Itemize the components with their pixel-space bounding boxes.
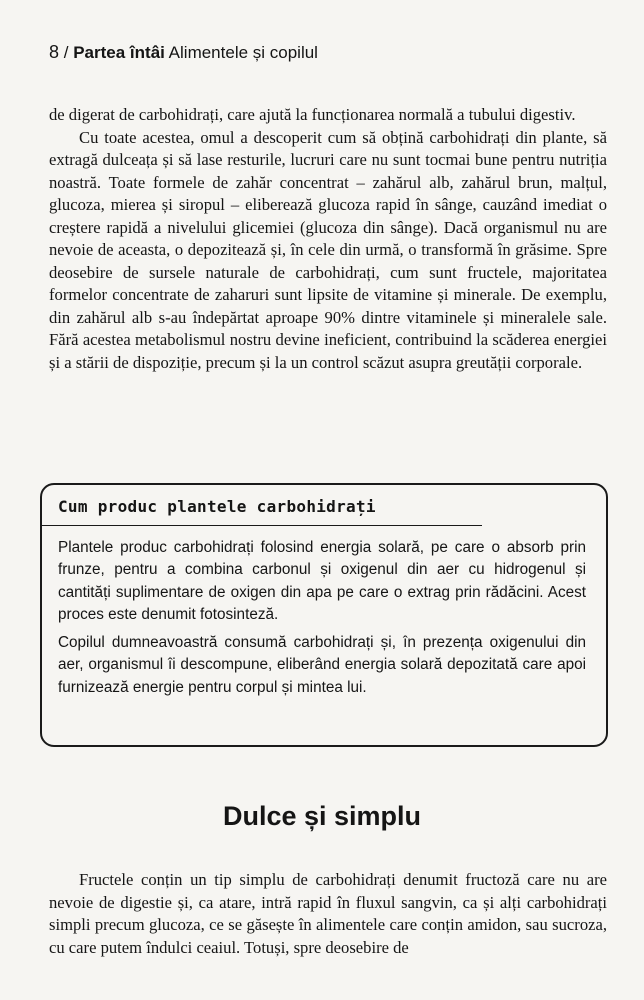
box-title: Cum produc plantele carbohidrați — [58, 497, 376, 516]
header-separator: / — [63, 43, 69, 62]
box-title-rule — [42, 525, 482, 526]
paragraph: Fructele conțin un tip simplu de carbohidrați denumit fructoză care nu are nevoie de digestie și, ca atare, intră rapid în fluxul sangvin, ca și alți carbohidrați simpli precum glucoza, ce se găsește în alimentele care conțin amidon, sau sucroza, cu care putem îndulci ceaiul. Totuși, spre deosebire de — [49, 870, 607, 957]
part-title: Partea întâi — [73, 43, 165, 62]
box-paragraph: Plantele produc carbohidrați folosind energia solară, pe care o absorb prin frunze, pentru a combina carbonul și oxigenul din aer cu hidrogenul și cantități suplimentare de oxigen din apa pe care o extrag prin rădăcini. Acest proces este denumit fotosinteză. — [58, 539, 586, 623]
sidebar-box — [40, 483, 608, 747]
box-body — [58, 537, 586, 705]
chapter-title: Alimentele și copilul — [168, 43, 318, 62]
section-heading: Dulce și simplu — [222, 801, 422, 831]
page-number: 8 — [49, 42, 60, 62]
box-paragraph: Copilul dumneavoastră consumă carbohidrați și, în prezența oxigenului din aer, organismul îi descompune, eliberând energia solară depozitată care apoi furnizează energie pentru corpul și mintea lui. — [58, 634, 586, 696]
body-text-bottom — [49, 869, 607, 959]
paragraph-continued: de digerat de carbohidrați, care ajută la funcționarea normală a tubului digestiv. — [49, 105, 576, 124]
body-text-top — [49, 104, 607, 374]
paragraph: Cu toate acestea, omul a descoperit cum să obțină carbohidrați din plante, să extragă dulceața și să lase resturile, lucruri care nu sunt tocmai bune pentru nutriția noastră. Toate formele de zahăr concentrat – zahărul alb, zahărul brun, malțul, glucoza, mierea și siropul – eliberează glucoza rapid în sânge, cauzând imediat o creștere rapidă a nivelului glicemiei (glucoza din sânge). Dacă organismul nu are nevoie de aceasta, o depozitează și, în cele din urmă, o transformă în grăsime. Spre deosebire de sursele naturale de carbohidrați, cum sunt fructele, majoritatea formelor concentrate de zaharuri sunt lipsite de vitamine și minerale. De exemplu, din zahărul alb s-au îndepărtat aproape 90% dintre vitaminele și mineralele sale. Fără acestea metabolismul nostru devine ineficient, contribuind la scăderea energiei și a stării de dispoziție, precum și la un control scăzut asupra greutății corporale. — [49, 127, 607, 372]
running-header — [49, 42, 318, 63]
